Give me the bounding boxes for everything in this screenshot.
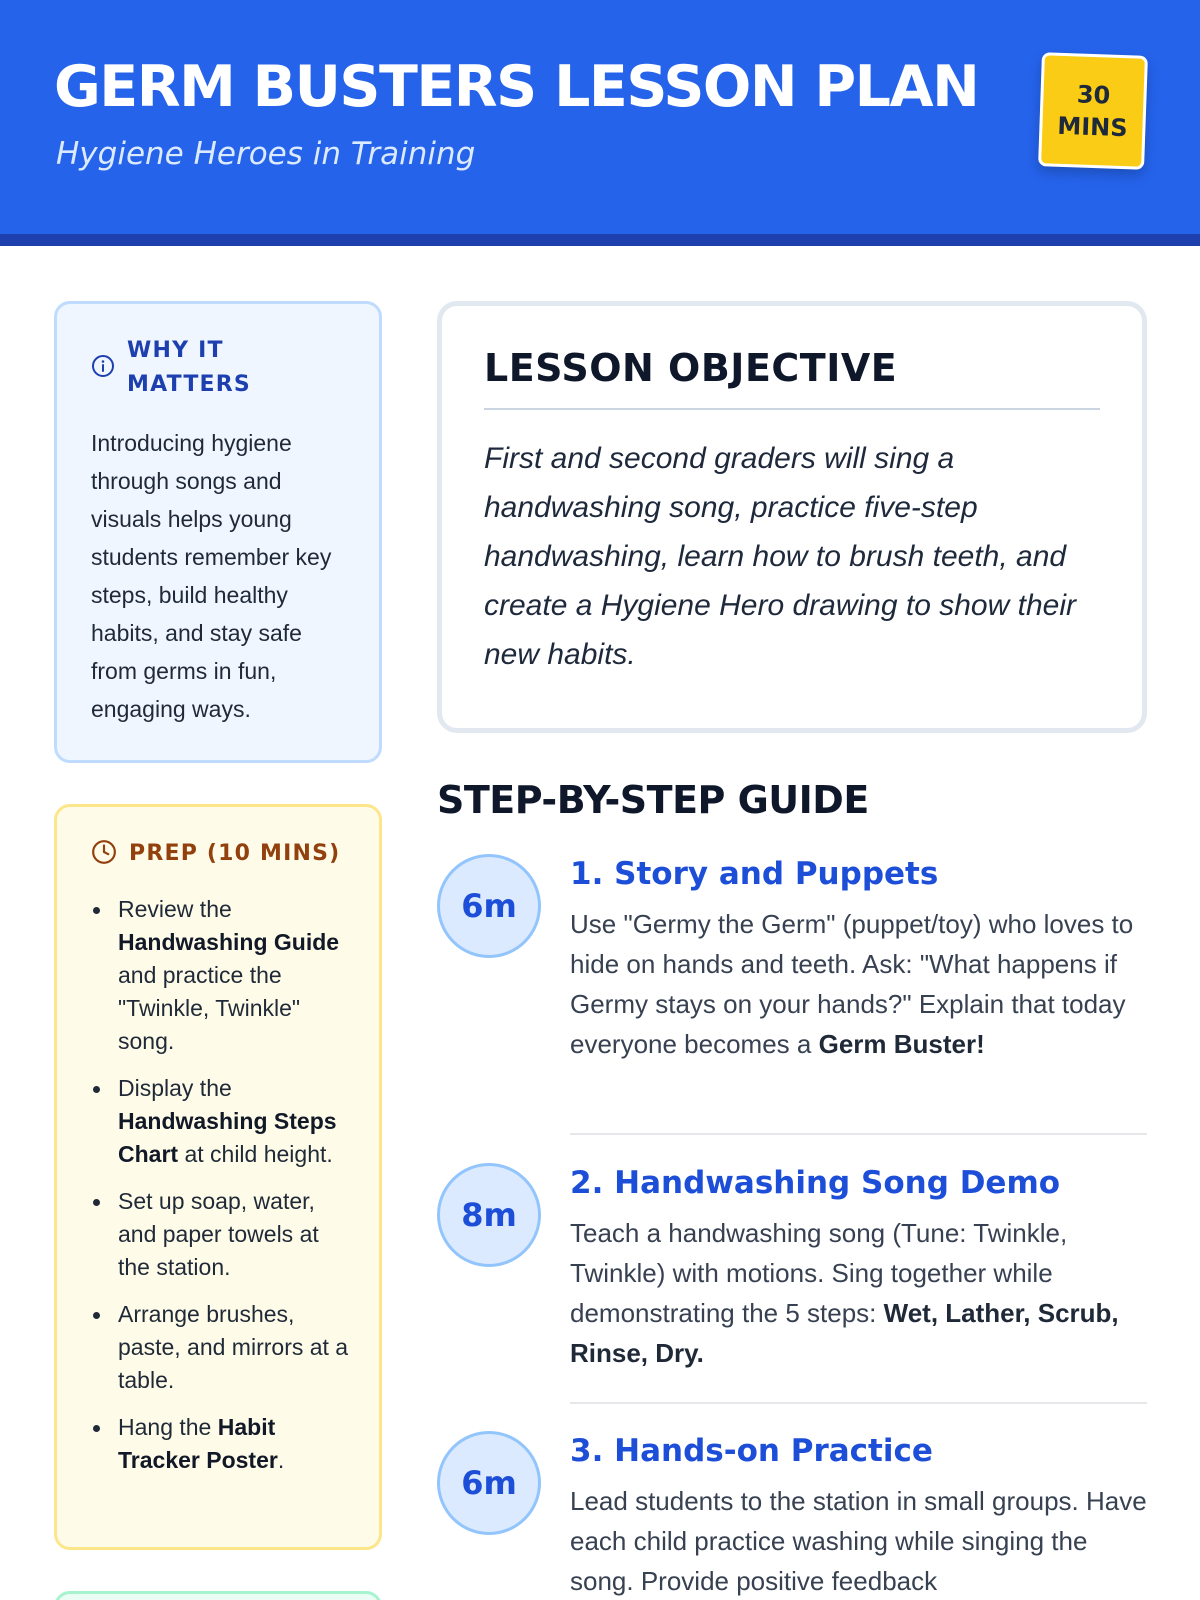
duration-badge-number: 30 [1076, 80, 1111, 110]
why-body-text: Introducing hygiene through songs and visuals helps young students remember key steps, build healthy habits, and stay safe from germs in fun, engaging ways. [91, 430, 332, 722]
step-title: 2. Handwashing Song Demo [570, 1165, 1061, 1201]
header-divider [0, 234, 1200, 246]
prep-list [91, 893, 349, 1477]
step-duration: 6m [437, 854, 541, 958]
list-item: Arrange brushes, paste, and mirrors at a table. [91, 1298, 349, 1397]
duration-badge [1038, 52, 1148, 170]
list-item: Review the Handwashing Guide and practice the "Twinkle, Twinkle" song. [91, 893, 349, 1058]
header-banner [0, 0, 1200, 234]
guide-heading: STEP-BY-STEP GUIDE [437, 778, 869, 822]
objective-text: First and second graders will sing a handwashing song, practice five-step handwashing, learn how to brush teeth, and create a Hygiene Hero drawing to show their new habits. [484, 442, 1076, 671]
step-text: Teach a handwashing song (Tune: Twinkle, Twinkle) with motions. Sing together while demonstrating the 5 steps: Wet, Lather, Scrub, Rinse, Dry. [570, 1218, 1119, 1368]
objective-heading: LESSON OBJECTIVE [484, 346, 1100, 410]
page-subtitle: Hygiene Heroes in Training [56, 136, 476, 172]
step-title: 1. Story and Puppets [570, 856, 939, 892]
step-title: 3. Hands-on Practice [570, 1433, 933, 1469]
step-duration: 6m [437, 1431, 541, 1535]
page-title: GERM BUSTERS LESSON PLAN [54, 54, 979, 120]
duration-badge-unit: MINS [1056, 111, 1129, 143]
step-text: Lead students to the station in small groups. Have each child practice washing while singing the song. Provide positive feedback [570, 1486, 1147, 1596]
prep-heading: PREP (10 MINS) [129, 841, 341, 866]
list-item: Hang the Habit Tracker Poster. [91, 1411, 349, 1477]
clock-icon [91, 839, 117, 870]
info-icon [91, 354, 115, 383]
step-duration: 8m [437, 1163, 541, 1267]
why-it-matters-card [54, 301, 382, 763]
step-divider [570, 1402, 1147, 1404]
list-item: Display the Handwashing Steps Chart at child height. [91, 1072, 349, 1171]
prep-card [54, 804, 382, 1550]
step-divider [570, 1133, 1147, 1135]
materials-card [54, 1591, 382, 1600]
lesson-objective-card [437, 301, 1147, 733]
why-heading: WHY IT MATTERS [127, 338, 251, 397]
list-item: Set up soap, water, and paper towels at the station. [91, 1185, 349, 1284]
step-text: Use "Germy the Germ" (puppet/toy) who loves to hide on hands and teeth. Ask: "What happens if Germy stays on your hands?" Explain that today everyone becomes a Germ Buster! [570, 909, 1134, 1059]
